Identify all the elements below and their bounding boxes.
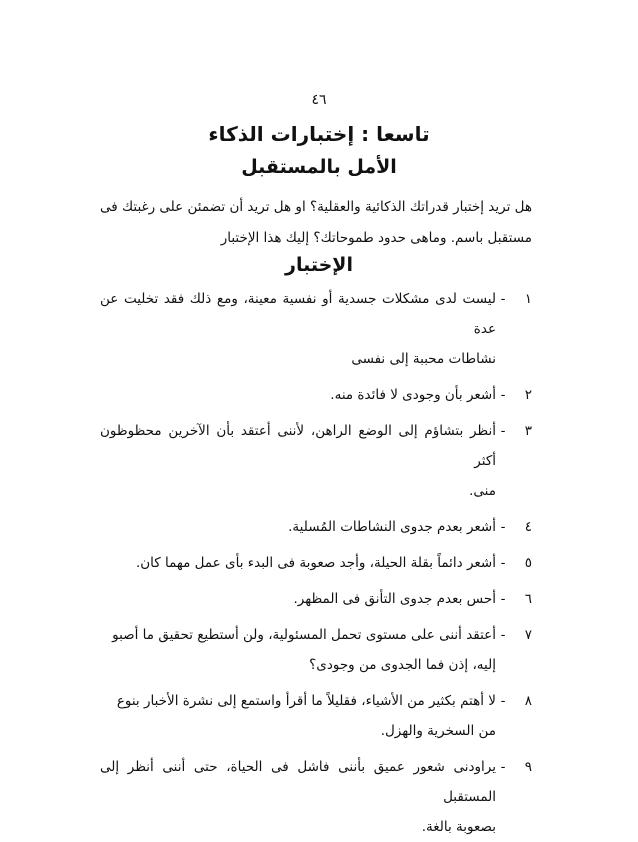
list-item: [100, 752, 532, 842]
item-dash: -: [500, 519, 506, 535]
page-number: ٤٦: [311, 92, 327, 108]
item-text: أشعر بعدم جدوى النشاطات المُسلية.: [288, 519, 496, 535]
item-text: أشعر بأن وجودى لا فائدة منه.: [330, 387, 496, 403]
section-title: تاسعا : إختبارات الذكاء: [208, 122, 430, 146]
item-text: يراودنى شعور عميق بأننى فاشل فى الحياة، حتى أننى أنظر إلى المستقبل: [100, 759, 496, 805]
list-item: [100, 620, 532, 680]
list-item: [100, 416, 532, 506]
section-subtitle: الأمل بالمستقبل: [241, 156, 397, 178]
item-dash: -: [500, 423, 506, 439]
item-text: أعتقد أننى على مستوى تحمل المسئولية، ولن أستطيع تحقيق ما أصبو: [112, 627, 496, 643]
item-number: ٥: [524, 555, 532, 571]
item-number: ٢: [524, 387, 532, 403]
item-dash: -: [500, 627, 506, 643]
item-number: ٦: [524, 591, 532, 607]
item-dash: -: [500, 693, 506, 709]
intro-paragraph: هل تريد إختبار قدراتك الذكائية والعقلية؟ او هل تريد أن تضمئن على رغبتك فى مستقبل باسم. وماهى حدود طموحاتك؟ إليك هذا الإختبار: [100, 199, 532, 246]
item-continuation: نشاطات محببة إلى نفسى: [351, 351, 496, 367]
item-number: ٨: [524, 693, 532, 709]
list-item: [100, 584, 532, 614]
list-item: [100, 380, 532, 410]
item-text: أنظر بتشاؤم إلى الوضع الراهن، لأننى أعتقد بأن الآخرين محظوظون أكثر: [100, 423, 496, 469]
item-number: ٩: [524, 759, 532, 775]
list-item: [100, 548, 532, 578]
test-heading: الإختبار: [285, 254, 353, 276]
item-continuation: إليه، إذن فما الجدوى من وجودى؟: [309, 657, 496, 673]
item-continuation: من السخرية والهزل.: [380, 723, 496, 739]
item-continuation: بصعوبة بالغة.: [421, 819, 496, 835]
item-dash: -: [500, 555, 506, 571]
item-text: أشعر دائماً بقلة الحيلة، وأجد صعوبة فى البدء بأى عمل مهما كان.: [135, 555, 496, 571]
item-number: ٣: [524, 423, 532, 439]
item-text: ليست لدى مشكلات جسدية أو نفسية معينة، ومع ذلك فقد تخليت عن عدة: [100, 291, 496, 337]
item-number: ١: [524, 291, 532, 307]
item-dash: -: [500, 759, 506, 775]
item-dash: -: [500, 387, 506, 403]
item-continuation: منى.: [469, 483, 496, 499]
item-text: أحس بعدم جدوى التأنق فى المظهر.: [293, 591, 496, 607]
test-items-list: [100, 284, 532, 842]
item-number: ٧: [524, 627, 532, 643]
item-text: لا أهتم بكثير من الأشياء، فقليلاً ما أقرأ واستمع إلى نشرة الأخبار بنوع: [116, 693, 496, 709]
item-dash: -: [500, 291, 506, 307]
list-item: [100, 284, 532, 374]
list-item: [100, 686, 532, 746]
item-dash: -: [500, 591, 506, 607]
item-number: ٤: [524, 519, 532, 535]
list-item: [100, 512, 532, 542]
